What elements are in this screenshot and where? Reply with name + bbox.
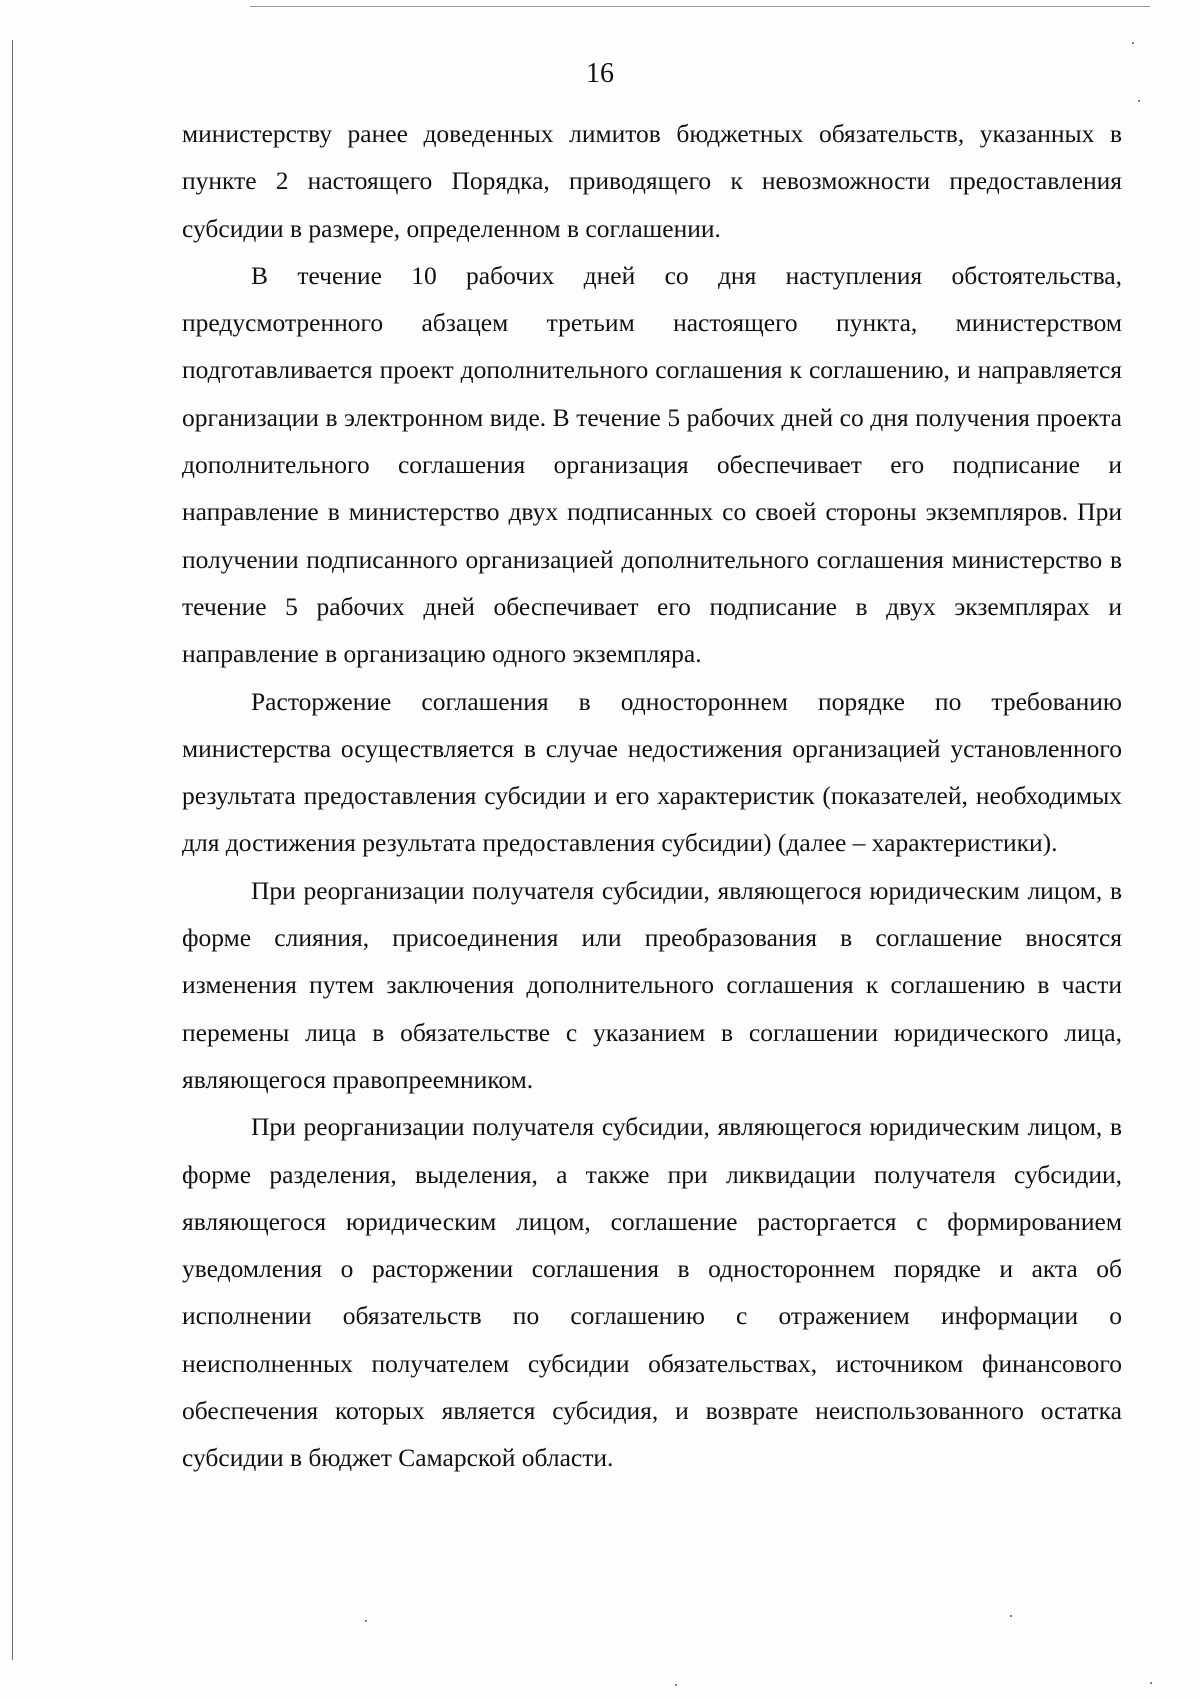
paragraph-3: Расторжение соглашения в одностороннем порядке по требованию министерства осуществляется в случае недостижения организацией установленного результата предоставления субсидии и его характеристик (показателей, необходимых для достижения результата предоставления субсидии) (далее – характеристики). xyxy=(182,686,1122,858)
scan-speck xyxy=(1132,42,1134,44)
page-number: 16 xyxy=(586,58,614,89)
scan-speck xyxy=(1150,1682,1152,1684)
paragraph-5: При реорганизации получателя субсидии, являющегося юридическим лицом, в форме разделения, выделения, а также при ликвидации получателя субсидии, являющегося юридическим лицом, соглашение расторгается с формированием уведомления о расторжении соглашения в одностороннем порядке и акта об исполнении обязательств по соглашению с отражением информации о неисполненных получателем субсидии обязательствах, источником финансового обеспечения которых является субсидия, и возврате неиспользованного остатка субсидии в бюджет Самарской области. xyxy=(182,1112,1122,1473)
paragraph-1: министерству ранее доведенных лимитов бюджетных обязательств, указанных в пункте 2 настоящего Порядка, приводящего к невозможности предоставления субсидии в размере, определенном в соглашении. xyxy=(182,119,1122,243)
scan-edge-left xyxy=(12,40,13,1660)
document-body xyxy=(182,110,1122,1482)
paragraph-2: В течение 10 рабочих дней со дня наступления обстоятельства, предусмотренного абзацем третьим настоящего пункта, министерством подготавливается проект дополнительного соглашения к соглашению, и направляется организации в электронном виде. В течение 5 рабочих дней со дня получения проекта дополнительного соглашения организация обеспечивает его подписание и направление в министерство двух подписанных со своей стороны экземпляров. При получении подписанного организацией дополнительного соглашения министерство в течение 5 рабочих дней обеспечивает его подписание в двух экземплярах и направление в организацию одного экземпляра. xyxy=(182,260,1122,669)
scan-speck xyxy=(1138,100,1140,102)
scan-speck xyxy=(1010,1615,1012,1617)
scan-speck xyxy=(365,1620,367,1622)
scan-speck xyxy=(675,1684,677,1686)
paragraph-4: При реорганизации получателя субсидии, являющегося юридическим лицом, в форме слияния, присоединения или преобразования в соглашение вносятся изменения путем заключения дополнительного соглашения к соглашению в части перемены лица в обязательстве с указанием в соглашении юридического лица, являющегося правопреемником. xyxy=(182,875,1122,1094)
scan-edge-top xyxy=(250,6,1150,7)
